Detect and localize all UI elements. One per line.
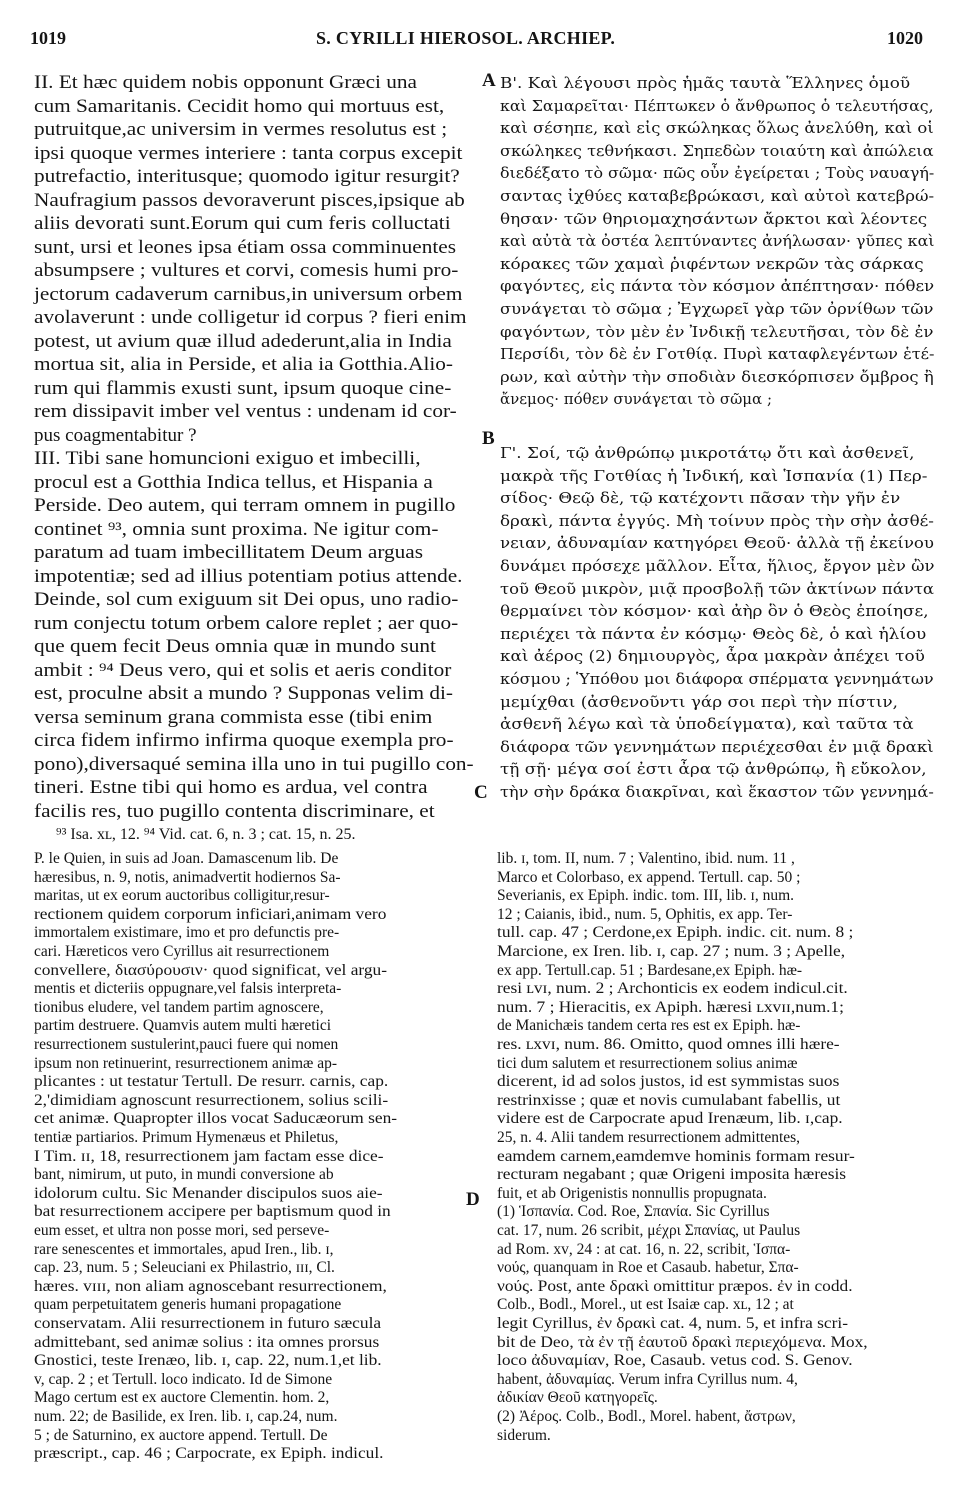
latin-line: aliis devorati sunt.Eorum qui cum feris colluctati [34, 213, 451, 234]
margin-letter-d: D [466, 1189, 480, 1210]
note-left-line: partim destruere. Quamvis autem multi hæretici [34, 1017, 332, 1035]
margin-letter-c: C [474, 782, 488, 803]
note-left-line: I Tim. ɪɪ, 18, resurrectionem jam factam esse dice- [34, 1147, 384, 1165]
latin-line: III. Tibi sane homuncioni exiguo et imbecilli, [34, 448, 421, 469]
greek-line: ἄνεμος· πόθεν συνάγεται τὸ σῶμα ; [500, 390, 772, 409]
greek-line: τοῦ Θεοῦ μικρὸν, μιᾷ προσβολῇ τῶν ἀκτίνων πάντα [500, 579, 935, 598]
latin-line: putruitque,ac universim in vermes resolutus est ; [34, 119, 448, 140]
latin-line: II. Et hæc quidem nobis opponunt Græci una [34, 72, 418, 93]
latin-line: ambit : ⁹⁴ Deus vero, qui et solis et aeris conditor [34, 659, 452, 681]
latin-line: paratum ad tuam imbecillitatem Deum arguas [34, 542, 424, 563]
note-left-line: convellere, διασύρουσιν· quod significat, vel argu- [34, 961, 388, 979]
note-right-line: dicerent, id ad solos justos, id est symmistas suos [497, 1073, 840, 1091]
margin-letter-a: A [482, 70, 496, 91]
page-number-right: 1020 [887, 28, 923, 48]
greek-line: Γ'. Σοί, τῷ ἀνθρώπῳ μικροτάτῳ ὄτι καὶ ἀσθενεῖ, [500, 444, 915, 462]
note-right-line: eamdem carnem,eamdemve hominis formam resur- [497, 1147, 855, 1165]
latin-line: pono),diversaqué semina illa uno in tui pugillo con- [34, 753, 474, 775]
greek-line: τῇ σῇ· μέγα σοί ἐστι ἆρα τῷ ἀνθρώπῳ, ἢ εὔκολον, [500, 760, 927, 779]
note-right-line: 12 ; Caianis, ibid., num. 5, Ophitis, ex app. Ter- [497, 905, 793, 923]
latin-line: mortua sit, alia in Perside, et alia ia Gotthia.Alio- [34, 354, 454, 375]
latin-footnote: ⁹³ Isa. xʟ, 12. ⁹⁴ Vid. cat. 6, n. 3 ; cat. 15, n. 25. [56, 826, 356, 843]
latin-line: circa fidem infirmo infirma quoque exempla pro- [34, 730, 454, 751]
note-left-line: præscript., cap. 46 ; Carpocrate, ex Epiph. indicul. [34, 1445, 384, 1463]
note-left-line: rectionem quidem corporum inficiari,animam vero [34, 905, 387, 923]
greek-line: νειαν, ἀδυναμίαν κατηγόρει Θεοῦ· ἀλλὰ τῇ ἐκείνου [500, 534, 934, 553]
note-right-line: legit Cyrillus, ἐν δρακὶ cat. 4, num. 5, et infra scri- [497, 1315, 848, 1332]
latin-line: rum qui flammis exusti sunt, ipsum quoque cine- [34, 377, 452, 399]
note-right-line: restrinxisse ; quæ et novis cumulabant fabellis, ut [497, 1091, 841, 1109]
latin-line: impotentiæ; sed ad illius potentiam potius attende. [34, 565, 463, 587]
note-right-line: recturam negabant ; quæ Origeni imposita hæresis [497, 1166, 847, 1184]
note-right-line: ἀδικίαν Θεοῦ κατηγορεῖς. [497, 1389, 658, 1407]
latin-line: Perside. Deo autem, qui terram omnem in pugillo [34, 495, 456, 516]
greek-line: Β'. Καὶ λέγουσι πρὸς ἡμᾶς ταυτὰ Ἕλληνες ὁμοῦ [500, 74, 911, 92]
latin-line: potest, ut avium quæ illud adederunt,alia in India [34, 330, 452, 352]
greek-line: φαγόντες, εἰς πάντα τὸν κόσμον ἀπέπτησαν· πόθεν [500, 277, 935, 296]
note-right-line: fuit, et ab Origenistis nonnullis propugnata. [497, 1184, 767, 1202]
note-right-line: de Manichæis tandem certa res est ex Epiph. hæ- [497, 1017, 801, 1035]
note-left-line: v, cap. 2 ; et Tertull. loco indicato. Id de Simone [34, 1370, 333, 1388]
latin-line: tineri. Estne tibi qui homo es ardua, vel contra [34, 777, 428, 798]
note-left-line: 5 ; de Saturnino, ex auctore append. Tertull. De [34, 1426, 328, 1444]
note-left-line: maritas, ut ex eorum auctoribus colligitur,resur- [34, 887, 330, 905]
note-right-line: cat. 17, num. 26 scribit, μέχρι Σπανίας, ut Paulus [497, 1222, 801, 1239]
note-right-line: res. ʟxᴠɪ, num. 86. Omitto, quod omnes illi hære- [497, 1036, 840, 1053]
greek-line: καὶ Σαμαρεῖται· Πέπτωκεν ὁ ἄνθρωπος ὁ τελευτήσας, [500, 96, 934, 115]
page-number-left: 1019 [30, 28, 66, 48]
greek-line: δρακὶ, πάντα ἐγγύς. Μὴ τοίνυν πρὸς τὴν σὴν ἀσθέ- [500, 511, 934, 530]
latin-line: rem dissipavit imber vel ventus : undenam id cor- [34, 401, 457, 422]
note-right-line: lib. ɪ, tom. II, num. 7 ; Valentino, ibid. num. 11 , [497, 850, 795, 867]
note-left-line: mentis et dicteriis oppugnare,vel falsis interpreta- [34, 980, 342, 998]
latin-line: procul est a Gotthia Indica tellus, et Hispania a [34, 471, 433, 493]
greek-line: θησαν· τῶν θηριομαχησάντων ἄρκτοι καὶ λέοντες [500, 209, 928, 228]
note-left-line: cap. 23, num. 5 ; Seleuciani ex Philastrio, ɪɪɪ, Cl. [34, 1259, 335, 1277]
note-left-line: plicantes : ut testatur Tertull. De resurr. carnis, cap. [34, 1073, 389, 1091]
latin-line: continet ⁹³, omnia sunt proxima. Ne igitur com- [34, 518, 439, 540]
greek-line: ἀσθενῆ λέγω καὶ τὰ ὑποδείγματα), καὶ ταῦτα τὰ [500, 715, 914, 734]
note-right-line: habent, ἀδυναμίας. Verum infra Cyrillus num. 4, [497, 1370, 798, 1388]
greek-line: καὶ σέσηπε, καὶ εἰς σκώληκας ὅλως ἀνελύθη, καὶ οἱ [500, 119, 934, 138]
note-left-line: eum esset, et ultra non posse mori, sed perseve- [34, 1222, 330, 1239]
note-left-line: bat resurrectionem accipere per baptismum quod in [34, 1203, 391, 1221]
note-left-line: Gnostici, teste Irenæo, lib. ɪ, cap. 22, num.1,et lib. [34, 1352, 382, 1370]
latin-line: ipsi quoque vermes interiere : tanta corpus excepit [34, 142, 463, 164]
latin-line: avolaverunt : unde colligetur id corpus ? fieri enim [34, 307, 467, 328]
latin-line: Deinde, sol cum exiguum sit Dei opus, uno radio- [34, 589, 459, 610]
note-left-line: tionibus eludere, vel tandem partim agnoscere, [34, 998, 324, 1016]
note-left-line: Mago certum est ex auctore Clementin. hom. 2, [34, 1389, 330, 1407]
note-left-line: cari. Hæreticos vero Cyrillus ait resurrectionem [34, 943, 330, 960]
latin-line: pus coagmentabitur ? [34, 424, 197, 446]
latin-line: rum conjectu totum orbem calore replet ; aer quo- [34, 612, 459, 634]
greek-line: θερμαίνει τὸν κόσμον· καὶ ἀὴρ ὃν ὁ Θεὸς ἐποίησε, [500, 602, 929, 621]
greek-line: διεδέξατο τὸ σῶμα· πῶς οὖν ἐγείρεται ; Τοὺς ναυαγή- [500, 164, 935, 183]
note-left-line: resurrectionem sustulerint,pauci fuere qui nomen [34, 1036, 339, 1053]
note-left-line: cet animæ. Quapropter illos vocat Saducæorum sen- [34, 1110, 398, 1128]
note-left-line: conservatam. Alii resurrectionem in futuro sæcula [34, 1315, 382, 1332]
note-left-line: tentiæ partiarios. Primum Hymenæus et Philetus, [34, 1129, 339, 1146]
note-right-line: (2) Ἀέρος. Colb., Bodl., Morel. habent, ἄστρων, [497, 1408, 796, 1425]
latin-line: putrefactio, interitusque; quomodo igitur resurgit? [34, 166, 460, 187]
note-right-line: Severianis, ex Epiph. indic. tom. III, lib. ɪ, num. [497, 887, 795, 905]
greek-line: σκώληκες τεθνήκασι. Σηπεδὼν τοιαύτη καὶ ἀπώλεια [500, 141, 934, 160]
note-left-line: hæresibus, n. 9, notis, animadvertit hodiernos Sa- [34, 868, 341, 886]
greek-line: τὴν σὴν δράκα διακρῖναι, καὶ ἕκαστον τῶν γεννημά- [500, 783, 934, 801]
latin-line: Naufragium passos devoraverunt pisces,ipsique ab [34, 189, 465, 211]
greek-line: διάφορα τῶν γεννημάτων περιέχεσθαι ἐν μιᾷ δρακὶ [500, 737, 934, 756]
note-left-line: hæres. ᴠɪɪɪ, non aliam agnoscebant resurrectionem, [34, 1277, 387, 1295]
greek-line: κόσμου ; Ὑπόθου μοι διάφορα σπέρματα γεννημάτων [500, 670, 934, 688]
note-right-line: 25, n. 4. Alii tandem resurrectionem admittentes, [497, 1129, 801, 1146]
note-right-line: videre est de Carpocrate apud Irenæum, lib. ɪ,cap. [497, 1110, 843, 1128]
greek-line: περιέχει τὰ πάντα ἐν κόσμῳ· Θεὸς δὲ, ὁ καὶ ἡλίου [500, 624, 927, 643]
latin-line: sunt, ursi et leones ipsa étiam ossa comminuentes [34, 236, 456, 258]
latin-line: absumpsere ; vultures et corvi, comesis humi pro- [34, 260, 459, 281]
greek-line: συνάγεται τὸ σῶμα ; Ἐγχωρεῖ γὰρ τῶν ὀρνίθων τῶν [500, 300, 934, 318]
latin-line: versa seminum grana commista esse (tibi enim [34, 706, 433, 728]
greek-line: δυνάμει πρόσεχε μᾶλλον. Εἶτα, ἥλιος, ἔργον μὲν ὢν [500, 557, 935, 575]
greek-line: κόρακες τῶν χαμαὶ ῥιφέντων νεκρῶν τὰς σάρκας [500, 254, 924, 273]
greek-line: μεμίχθαι (ἀσθενοῦντι γάρ σοι περὶ τὴν πίστιν, [500, 692, 898, 711]
greek-line: φαγόντων, τὸν μὲν ἐν Ἰνδικῇ τελευτῆσαι, τὸν δὲ ἐν [500, 322, 934, 341]
note-left-line: idolorum cultu. Sic Menander discipulos suos aie- [34, 1184, 383, 1202]
note-right-line: ex app. Tertull.cap. 51 ; Bardesane,ex Epiph. hæ- [497, 961, 803, 979]
latin-line: que quem fecit Deus omnia quæ in mundo sunt [34, 636, 436, 657]
note-right-line: Marcione, ex Iren. lib. ɪ, cap. 27 ; num. 3 ; Apelle, [497, 943, 846, 960]
note-right-line: loco ἀδυναμίαν, Roe, Casaub. vetus cod. S. Genov. [497, 1352, 853, 1370]
note-left-line: ipsum non retinuerint, resurrectionem animæ ap- [34, 1054, 338, 1072]
note-left-line: 2,'dimidiam agnoscunt resurrectionem, solius scili- [34, 1091, 389, 1109]
note-right-line: Colb., Bodl., Morel., ut est Isaiæ cap. xʟ, 12 ; at [497, 1296, 794, 1314]
note-left-line: admittebant, sed animæ solius : ita omnes prorsus [34, 1333, 380, 1351]
note-left-line: num. 22; de Basilide, ex Iren. lib. ɪ, cap.24, num. [34, 1408, 338, 1425]
running-title: S. CYRILLI HIEROSOL. ARCHIEP. [316, 28, 616, 48]
note-right-line: νούς. Post, ante δρακὶ omittitur præpos. ἐν in codd. [497, 1277, 853, 1295]
greek-line: ρων, καὶ αὐτὴν τὴν σποδιὰν διεσκόρπισεν ὄμβρος ἢ [500, 367, 934, 386]
note-left-line: P. le Quien, in suis ad Joan. Damascenum lib. De [34, 850, 339, 867]
note-right-line: νούς, quanquam in Roe et Casaub. habetur, Σπα- [497, 1259, 799, 1277]
note-right-line: ad Rom. xᴠ, 24 : at cat. 16, n. 22, scribit, Ἱσπα- [497, 1240, 791, 1258]
greek-line: καὶ αὐτὰ τὰ ὀστέα λεπτύναντες ἀνήλωσαν· γῦπες καὶ [500, 232, 935, 251]
note-left-line: quam perpetuitatem generis humani propagatione [34, 1296, 342, 1314]
margin-letter-b: B [482, 428, 495, 449]
note-left-line: bant, nimirum, ut puto, in mundi conversione ab [34, 1166, 334, 1184]
greek-line: Περσίδι, τὸν δὲ ἐν Γοτθίᾳ. Πυρὶ καταφλεγέντων ἑτέ- [500, 345, 935, 364]
note-right-line: num. 7 ; Hieracitis, ex Apiph. hæresi ʟxᴠɪɪ,num.1; [497, 998, 844, 1016]
latin-line: facilis res, tuo pugillo contenta discriminare, et [34, 800, 435, 822]
note-right-line: tull. cap. 47 ; Cerdone,ex Epiph. indic. cit. num. 8 ; [497, 924, 854, 942]
greek-line: καὶ ἀέρος (2) δημιουργὸς, ἆρα μακρὰν ἀπέχει τοῦ [500, 647, 925, 666]
note-right-line: resi ʟᴠɪ, num. 2 ; Archonticis ex eodem indicul.cit. [497, 980, 848, 998]
note-right-line: (1) Ἱσπανία. Cod. Roe, Σπανία. Sic Cyrillus [497, 1203, 770, 1221]
note-right-line: Marco et Colorbaso, ex append. Tertull. cap. 50 ; [497, 868, 801, 886]
note-right-line: tici dum salutem et resurrectionem solius animæ [497, 1054, 798, 1072]
latin-line: cum Samaritanis. Cecidit homo qui mortuus est, [34, 95, 445, 117]
latin-line: jectorum cadaverum carnibus,in universum orbem [34, 283, 463, 305]
greek-line: σαντας ἰχθύες καταβεβρώκασι, καὶ αὐτοὶ κατεβρώ- [500, 187, 935, 205]
note-right-line: bit de Deo, τὰ ἐν τῇ ἑαυτοῦ δρακὶ περιεχόμενα. Mox, [497, 1333, 868, 1351]
greek-line: μακρὰ τῆς Γοτθίας ἡ Ἰνδική, καὶ Ἱσπανία (1) Περ- [500, 466, 928, 485]
note-left-line: rare senescentes et immortales, apud Iren., lib. ɪ, [34, 1240, 334, 1258]
latin-line: est, proculne absit a mundo ? Supponas velim di- [34, 683, 454, 704]
note-left-line: immortalem existimare, imo et pro defunctis pre- [34, 924, 340, 942]
note-right-line: siderum. [497, 1426, 551, 1444]
greek-line: σίδος· Θεῷ δὲ, τῷ κατέχοντι πᾶσαν τὴν γῆν ἐν [500, 489, 901, 508]
